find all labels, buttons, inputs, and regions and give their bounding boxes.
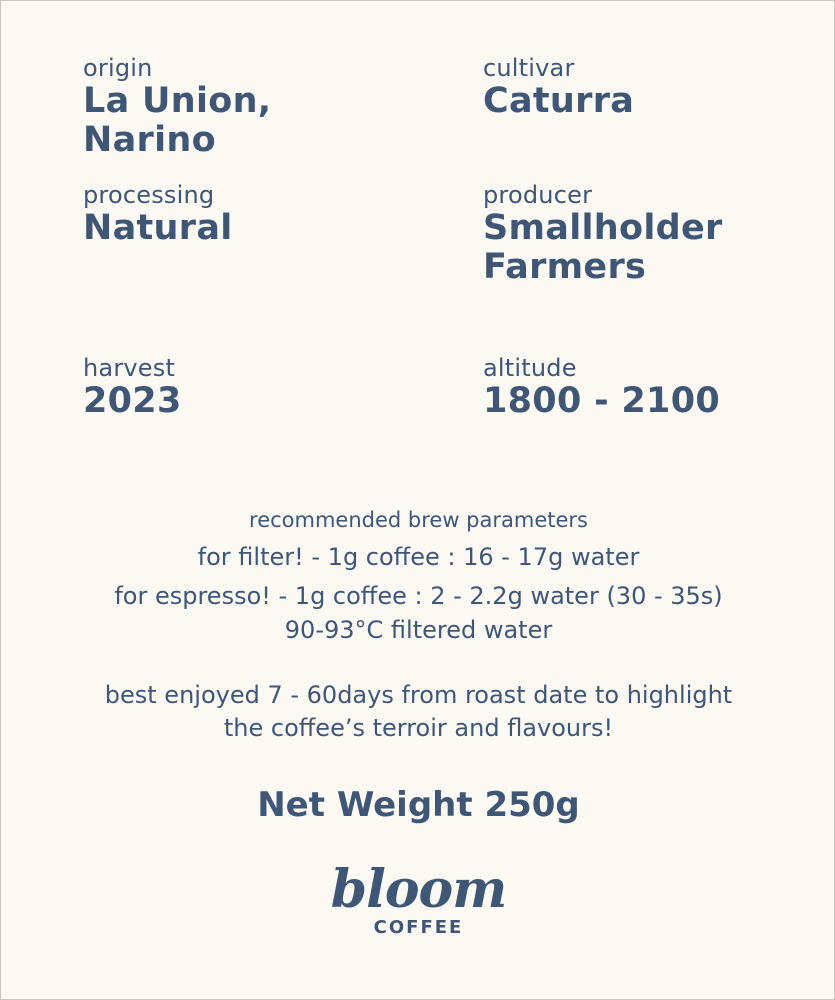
best-enjoyed-line2: the coffee’s terroir and flavours! xyxy=(223,714,614,742)
altitude-value: 1800 - 2100 xyxy=(483,381,721,421)
cultivar-field xyxy=(483,54,634,121)
origin-value-line2: Narino xyxy=(83,120,216,160)
processing-label: processing xyxy=(83,181,215,209)
harvest-field xyxy=(83,354,182,421)
processing-value: Natural xyxy=(83,208,233,248)
origin-label: origin xyxy=(83,54,153,82)
producer-value-line2: Farmers xyxy=(483,247,647,287)
processing-field xyxy=(83,181,233,248)
brew-heading: recommended brew parameters xyxy=(249,508,588,532)
brew-filter-ratio: for filter! - 1g coffee : 16 - 17g water xyxy=(197,543,640,571)
origin-value-line1: La Union, xyxy=(83,81,272,121)
altitude-label: altitude xyxy=(483,354,577,382)
brew-water-temp: 90-93°C filtered water xyxy=(284,616,553,644)
logo-subtitle: COFFEE xyxy=(373,917,464,938)
cultivar-value: Caturra xyxy=(483,81,635,121)
net-weight: Net Weight 250g xyxy=(257,785,580,825)
best-enjoyed-line1: best enjoyed 7 - 60days from roast date to highlight xyxy=(104,681,733,709)
brew-espresso-ratio: for espresso! - 1g coffee : 2 - 2.2g water (30 - 35s) xyxy=(114,582,723,610)
harvest-label: harvest xyxy=(83,354,176,382)
harvest-value: 2023 xyxy=(83,381,182,421)
cultivar-label: cultivar xyxy=(483,54,575,82)
bloom-coffee-logo xyxy=(1,859,835,939)
altitude-field xyxy=(483,354,720,421)
producer-label: producer xyxy=(483,181,593,209)
producer-value-line1: Smallholder xyxy=(483,208,723,248)
logo-wordmark: bloom xyxy=(330,859,507,920)
origin-field xyxy=(83,54,271,160)
producer-field xyxy=(483,181,723,287)
